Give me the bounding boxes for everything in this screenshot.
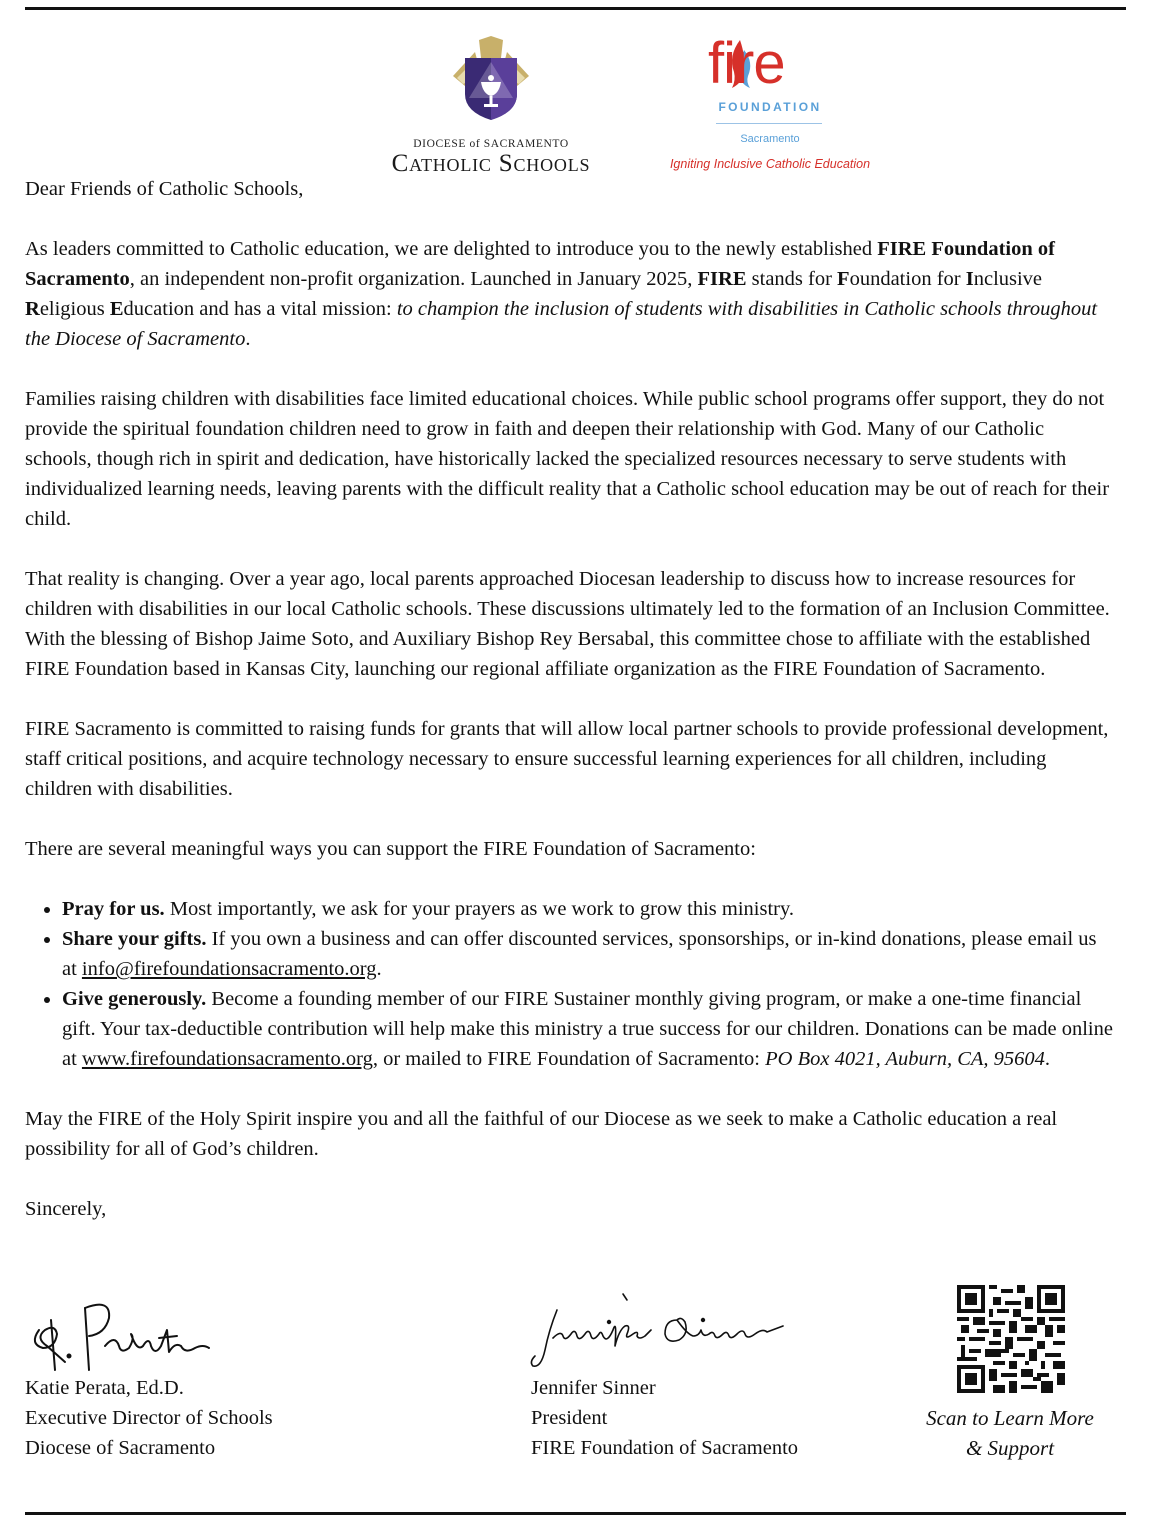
paragraph-commitment: FIRE Sacramento is committed to raising funds for grants that will allow local partner schools to provide professional development, staff critical positions, and acquire technology necessary to ensure successful learning experiences for all children, including children with disabilities. — [25, 718, 1109, 800]
website-link[interactable]: www.firefoundationsacramento.org — [81, 1048, 373, 1070]
signer-org: Diocese of Sacramento — [25, 1437, 216, 1459]
fire-logo-word: fire — [708, 31, 785, 96]
intro-text: , an independent non-profit organization. Launched in January 2025, — [129, 268, 698, 290]
bullet-text: Most importantly, we ask for your prayers as we work to grow this ministry. — [164, 898, 795, 920]
acronym-letter: E — [109, 298, 124, 320]
fire-logo-divider — [716, 123, 822, 124]
signer-name: Katie Perata, Ed.D. — [25, 1377, 184, 1399]
signer-title: Executive Director of Schools — [25, 1407, 273, 1429]
paragraph-blessing: May the FIRE of the Holy Spirit inspire you and all the faithful of our Diocese as we seek to make a Catholic education a real possibility for all of God’s children. — [25, 1108, 1058, 1160]
qr-code-icon[interactable] — [957, 1285, 1065, 1393]
diocese-logo — [365, 36, 617, 176]
acronym-word: eligious — [39, 298, 110, 320]
bullet-heading: Give generously. — [62, 988, 207, 1010]
qr-caption-line: & Support — [965, 1436, 1055, 1460]
intro-text: . — [245, 328, 251, 350]
greeting: Dear Friends of Catholic Schools, — [25, 178, 304, 200]
email-link[interactable]: info@firefoundationsacramento.org — [81, 958, 377, 980]
acronym-word: ducation and has a vital mission: — [123, 298, 397, 320]
list-item — [62, 894, 1115, 924]
diocese-shield-chalice-icon — [365, 36, 617, 136]
fire-foundation-logo — [650, 31, 890, 176]
paragraph-reality: That reality is changing. Over a year ago, local parents approached Diocesan leadership to discuss how to increase resources for children with disabilities in our local Catholic schools. These discussions ultimately led to the formation of an Inclusion Committee. With the blessing of Bishop Jaime Soto, and Auxiliary Bishop Rey Bersabal, this committee chose to affiliate with the established FIRE Foundation based in Kansas City, launching our regional affiliate organization as the FIRE Foundation of Sacramento. — [25, 568, 1110, 680]
closing: Sincerely, — [25, 1198, 107, 1220]
paragraph-ways: There are several meaningful ways you can support the FIRE Foundation of Sacramento: — [25, 838, 756, 860]
signature-perata — [25, 1290, 215, 1375]
signer-title: President — [531, 1407, 608, 1429]
qr-caption-line: Scan to Learn More — [926, 1406, 1094, 1430]
bullet-heading: Share your gifts. — [62, 928, 207, 950]
list-item — [62, 984, 1115, 1074]
signature-sinner — [527, 1290, 797, 1375]
bullet-text: . — [1044, 1048, 1051, 1070]
top-rule — [25, 7, 1126, 10]
diocese-logo-title: Catholic Schools — [391, 150, 591, 177]
paragraph-intro — [25, 234, 1115, 354]
bullet-text: . — [376, 958, 382, 980]
intro-text: As leaders committed to Catholic education, we are delighted to introduce you to the newly established — [25, 238, 878, 260]
signer-block-perata — [25, 1373, 273, 1463]
acronym-word: nclusive — [973, 268, 1043, 290]
qr-caption — [905, 1403, 1115, 1463]
signer-name: Jennifer Sinner — [531, 1377, 656, 1399]
bullet-text: , or mailed to FIRE Foundation of Sacramento: — [372, 1048, 766, 1070]
letter-body — [25, 174, 1115, 1254]
bullet-text: Become a founding member of our FIRE Sustainer monthly giving program, or make a one-time financial gift. Your tax-deductible contribution will help make this ministry a true success for our children. Donations can be made online at — [62, 988, 1113, 1070]
intro-org-name: FIRE Foundation of Sacramento — [25, 238, 1055, 290]
paragraph-families: Families raising children with disabilities face limited educational choices. While public school programs offer support, they do not provide the spiritual foundation children need to grow in faith and deepen their relationship with God. Many of our Catholic schools, though rich in spirit and dedication, have historically lacked the specialized resources necessary to serve students with individualized learning needs, leaving parents with the difficult reality that a Catholic school education may be out of reach for their child. — [25, 388, 1110, 530]
acronym-word: oundation for — [849, 268, 966, 290]
fire-logo-city: Sacramento — [740, 133, 800, 145]
bottom-rule — [25, 1512, 1126, 1515]
support-list — [25, 894, 1115, 1074]
acronym-letter: F — [837, 268, 850, 290]
bullet-heading: Pray for us. — [62, 898, 165, 920]
intro-acronym: FIRE — [697, 268, 747, 290]
signer-block-sinner — [531, 1373, 798, 1463]
mailing-address: PO Box 4021, Auburn, CA, 95604 — [765, 1048, 1045, 1070]
bullet-text: If you own a business and can offer discounted services, sponsorships, or in-kind donations, please email us at — [62, 928, 1097, 980]
signer-org: FIRE Foundation of Sacramento — [531, 1437, 799, 1459]
list-item — [62, 924, 1115, 984]
fire-logo-tagline: Igniting Inclusive Catholic Education — [669, 157, 871, 171]
acronym-letter: R — [25, 298, 40, 320]
intro-text: stands for — [746, 268, 838, 290]
acronym-letter: I — [965, 268, 974, 290]
mission-statement: to champion the inclusion of students with disabilities in Catholic schools throughout the Diocese of Sacramento — [25, 298, 1098, 350]
diocese-logo-small-text: DIOCESE of SACRAMENTO — [413, 138, 569, 150]
fire-logo-foundation: FOUNDATION — [718, 100, 822, 114]
